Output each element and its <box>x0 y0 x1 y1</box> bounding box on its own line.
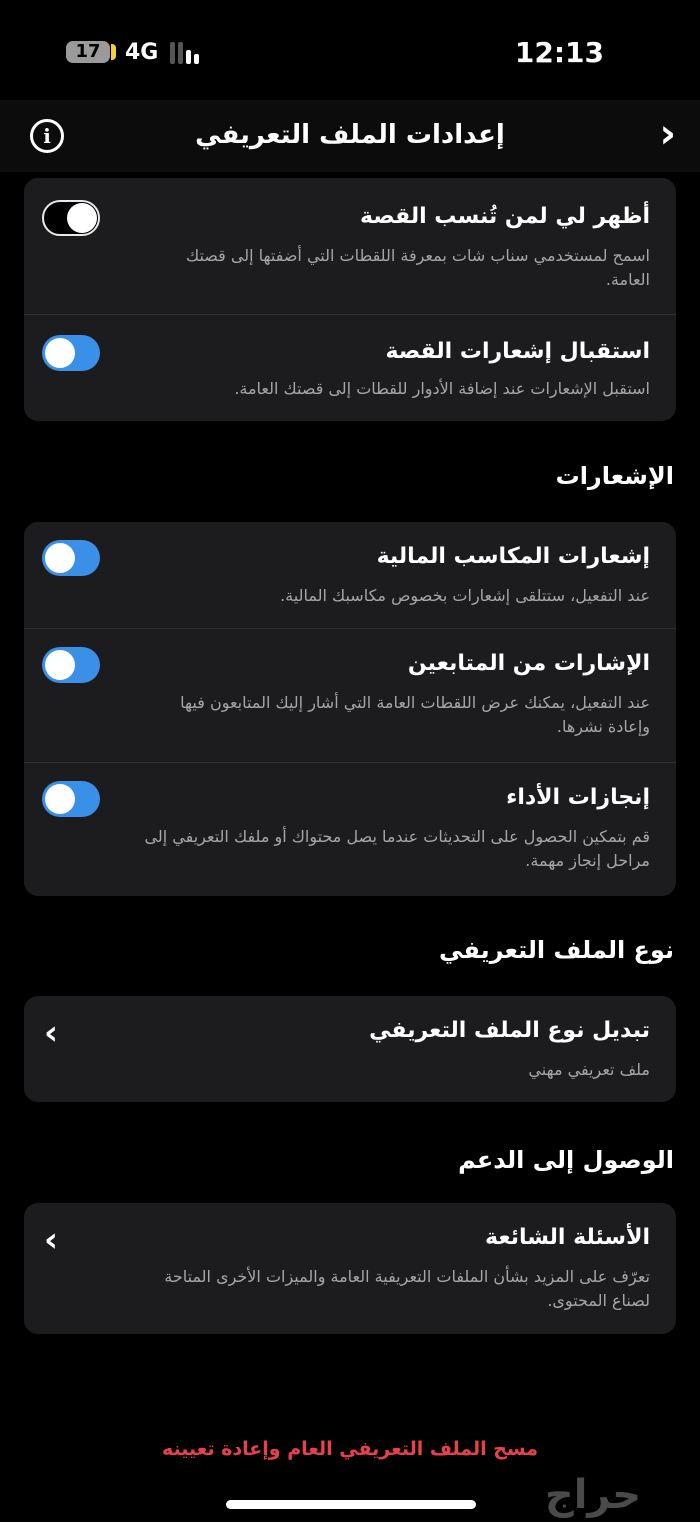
support-card[interactable] <box>24 1203 676 1334</box>
story-notifications-toggle[interactable] <box>42 335 100 371</box>
support-section-header: الوصول إلى الدعم <box>458 1146 674 1174</box>
row-title: الإشارات من المتابعين <box>407 651 650 676</box>
toggle-knob <box>45 543 75 573</box>
battery-indicator: 17 <box>66 41 110 63</box>
notifications-card <box>24 522 676 896</box>
chevron-left-icon: ‹ <box>44 1220 59 1260</box>
earnings-notifications-row <box>24 522 676 629</box>
reset-public-profile-link[interactable]: مسح الملف التعريفي العام وإعادة تعيينه <box>161 1438 539 1460</box>
story-attribution-row <box>24 178 676 315</box>
info-icon[interactable]: i <box>30 119 64 153</box>
faq-row[interactable] <box>24 1203 676 1334</box>
home-indicator[interactable] <box>226 1500 476 1509</box>
status-bar <box>0 0 700 100</box>
status-time: 12:13 <box>514 36 604 69</box>
row-title: الأسئلة الشائعة <box>485 1225 650 1250</box>
profile-type-section-header: نوع الملف التعريفي <box>439 936 674 964</box>
network-type: 4G <box>125 40 159 65</box>
row-description: اسمح لمستخدمي سناب شات بمعرفة اللقطات التي أضفتها إلى قصتك العامة. <box>185 246 650 289</box>
toggle-knob <box>45 784 75 814</box>
row-description: قم بتمكين الحصول على التحديثات عندما يصل محتواك أو ملفك التعريفي إلى مراحل إنجاز مهمة. <box>144 827 650 870</box>
follower-mentions-toggle[interactable] <box>42 647 100 683</box>
earnings-notifications-toggle[interactable] <box>42 540 100 576</box>
chevron-left-icon: ‹ <box>44 1013 59 1053</box>
row-description: عند التفعيل، ستتلقى إشعارات بخصوص مكاسبك المالية. <box>280 586 650 605</box>
row-title: إنجازات الأداء <box>506 785 650 810</box>
performance-milestones-toggle[interactable] <box>42 781 100 817</box>
row-title: استقبال إشعارات القصة <box>385 339 650 364</box>
row-description: ملف تعريفي مهني <box>528 1060 650 1079</box>
follower-mentions-row <box>24 629 676 763</box>
row-description: استقبل الإشعارات عند إضافة الأدوار للقطات إلى قصتك العامة. <box>234 379 650 398</box>
toggle-knob <box>45 338 75 368</box>
haraj-watermark: حراج <box>544 1472 642 1518</box>
row-title: إشعارات المكاسب المالية <box>376 544 650 569</box>
notifications-section-header: الإشعارات <box>555 462 674 490</box>
toggle-knob <box>45 650 75 680</box>
performance-milestones-row <box>24 763 676 896</box>
toggle-knob <box>67 203 97 233</box>
profile-type-card[interactable] <box>24 996 676 1102</box>
row-title: تبديل نوع الملف التعريفي <box>369 1018 650 1043</box>
signal-strength-icon <box>168 40 208 64</box>
back-chevron-icon[interactable]: › <box>659 111 676 157</box>
row-description: عند التفعيل، يمكنك عرض اللقطات العامة التي أشار إليك المتابعون فيها وإعادة نشرها. <box>180 693 650 736</box>
page-title: إعدادات الملف التعريفي <box>195 120 505 150</box>
row-title: أظهر لي لمن تُنسب القصة <box>359 204 650 229</box>
story-notifications-row <box>24 315 676 421</box>
story-settings-card <box>24 178 676 421</box>
navigation-bar <box>0 100 700 172</box>
story-attribution-toggle[interactable] <box>42 200 100 236</box>
row-description: تعرّف على المزيد بشأن الملفات التعريفية العامة والميزات الأخرى المتاحة لصناع المحتوى. <box>164 1267 650 1310</box>
switch-profile-type-row[interactable] <box>24 996 676 1102</box>
